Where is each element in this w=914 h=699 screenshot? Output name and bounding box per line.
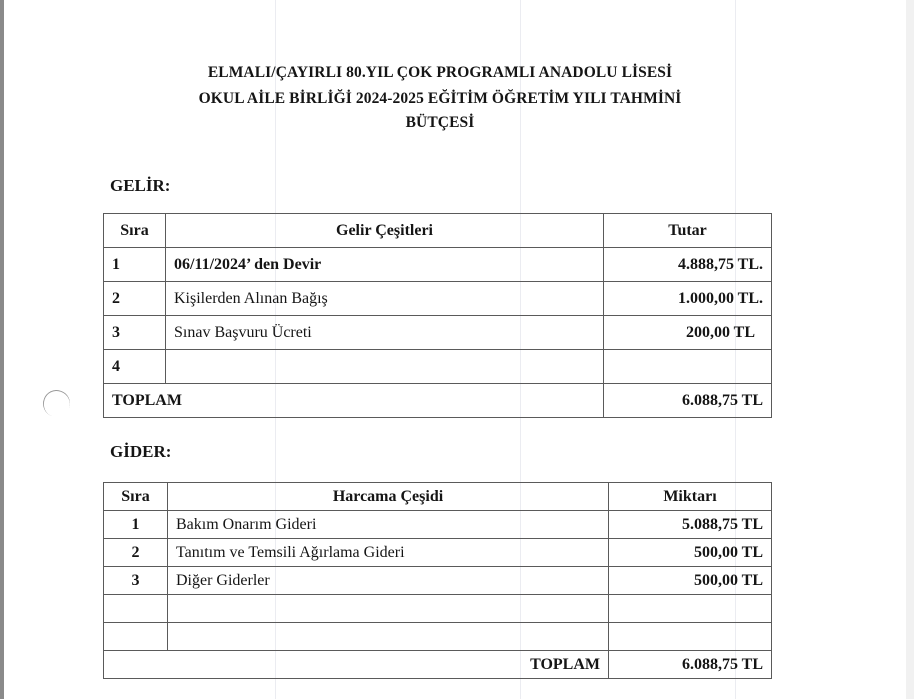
income-row-amount: 200,00 TL bbox=[604, 316, 772, 350]
income-section-label: GELİR: bbox=[110, 176, 171, 195]
empty-cell bbox=[104, 595, 168, 623]
income-row-no: 4 bbox=[104, 350, 166, 384]
expense-row-item: Diğer Giderler bbox=[168, 567, 609, 595]
income-table bbox=[103, 213, 772, 418]
empty-cell bbox=[168, 595, 609, 623]
table-row-empty bbox=[104, 623, 772, 651]
expense-row-amount: 5.088,75 TL bbox=[609, 511, 772, 539]
income-row-no: 1 bbox=[104, 248, 166, 282]
table-row-empty bbox=[104, 595, 772, 623]
table-row bbox=[104, 539, 772, 567]
income-total-row bbox=[104, 384, 772, 418]
punch-hole-mark bbox=[39, 386, 74, 421]
income-header-no: Sıra bbox=[104, 214, 166, 248]
expense-row-no: 1 bbox=[104, 511, 168, 539]
income-total-label: TOPLAM bbox=[104, 384, 604, 418]
title-line-2: OKUL AİLE BİRLİĞİ 2024-2025 EĞİTİM ÖĞRETİM YILI TAHMİNİ bbox=[198, 90, 682, 107]
table-row bbox=[104, 511, 772, 539]
expense-row-amount: 500,00 TL bbox=[609, 567, 772, 595]
expense-total-amount: 6.088,75 TL bbox=[609, 651, 772, 679]
empty-cell bbox=[168, 623, 609, 651]
income-header-amount: Tutar bbox=[604, 214, 772, 248]
empty-cell bbox=[104, 623, 168, 651]
income-row-no: 3 bbox=[104, 316, 166, 350]
income-row-no: 2 bbox=[104, 282, 166, 316]
expense-row-amount: 500,00 TL bbox=[609, 539, 772, 567]
table-row bbox=[104, 350, 772, 384]
expense-row-item: Bakım Onarım Gideri bbox=[168, 511, 609, 539]
empty-cell bbox=[609, 595, 772, 623]
expense-header-no: Sıra bbox=[104, 483, 168, 511]
income-row-amount: 1.000,00 TL. bbox=[604, 282, 772, 316]
expense-section-label: GİDER: bbox=[110, 442, 172, 461]
expense-total-row bbox=[104, 651, 772, 679]
table-row bbox=[104, 567, 772, 595]
expense-row-no: 2 bbox=[104, 539, 168, 567]
income-row-item: 06/11/2024’ den Devir bbox=[166, 248, 604, 282]
title-line-3: BÜTÇESİ bbox=[405, 114, 475, 131]
income-row-amount bbox=[604, 350, 772, 384]
income-total-amount: 6.088,75 TL bbox=[604, 384, 772, 418]
income-header-item: Gelir Çeşitleri bbox=[166, 214, 604, 248]
income-header-row bbox=[104, 214, 772, 248]
income-row-item: Sınav Başvuru Ücreti bbox=[166, 316, 604, 350]
table-row bbox=[104, 248, 772, 282]
income-row-amount: 4.888,75 TL. bbox=[604, 248, 772, 282]
table-row bbox=[104, 282, 772, 316]
income-row-item bbox=[166, 350, 604, 384]
expense-header-item: Harcama Çeşidi bbox=[168, 483, 609, 511]
page-shadow bbox=[906, 0, 914, 699]
empty-cell bbox=[609, 623, 772, 651]
expense-row-item: Tanıtım ve Temsili Ağırlama Gideri bbox=[168, 539, 609, 567]
table-row bbox=[104, 316, 772, 350]
expense-table bbox=[103, 482, 772, 679]
title-line-1: ELMALI/ÇAYIRLI 80.YIL ÇOK PROGRAMLI ANADOLU LİSESİ bbox=[207, 64, 673, 81]
income-row-item: Kişilerden Alınan Bağış bbox=[166, 282, 604, 316]
expense-header-amount: Miktarı bbox=[609, 483, 772, 511]
expense-header-row bbox=[104, 483, 772, 511]
expense-total-label: TOPLAM bbox=[104, 651, 609, 679]
expense-row-no: 3 bbox=[104, 567, 168, 595]
